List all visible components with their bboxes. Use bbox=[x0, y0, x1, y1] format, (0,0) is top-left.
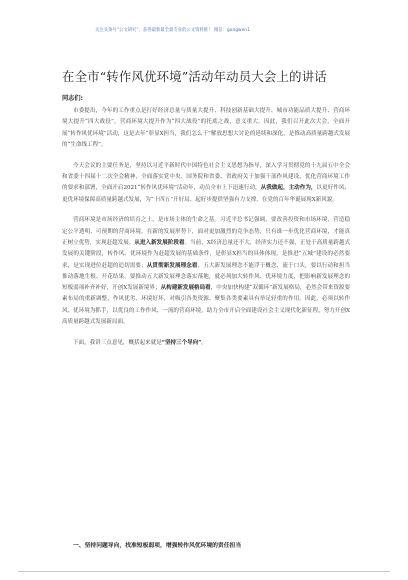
paragraph-4: 下面，我讲三点意见，概括起来就是“坚持三个导向”。 bbox=[73, 339, 207, 346]
page-divider bbox=[18, 571, 390, 572]
page-title: 在全市“转作风优环境”活动年动员大会上的讲话 bbox=[62, 69, 327, 84]
bold-phrase: 从我做起，主动作为， bbox=[260, 185, 317, 192]
document-body bbox=[62, 106, 350, 349]
bold-phrase: “坚持三个导向” bbox=[161, 339, 202, 346]
paragraph-3: 营商环境是市场经济的培育之土，是市场主体的生命之基。习近平总书记强调，要改善投资和市场环境，营造稳定公平透明、可预期的营商环境。在新的发展形势下，面对更加激烈的竞争态势，只有谁一步优化营商环境，才能真正树立优势，实现赶超发展。从进入新发展阶段看。当前，X经济总量还不大，经济实力还不强，正处于高质量跨越式发展的关键阶段，转作风、优环境作为赶超发展的基础条件，是彰显X担当的具体体现，是推进“五城”建设的必然要求，是实现进位赶超的追切需要；从贯彻新发展理念看，五大新发展理念不能浮于概念，流于口头，要以行动和担当推动落地生根、开花结果。要推动五大新发展理念落实落地，就必须加大转作风、优环境力度，把影响新发展理念的短板弱项补齐补好，开创X发展新境界；从构建新发展格局看，中央加快构建“双循环”新发展格局，必然会带来资源要素布局的重新调整，作风优劣、环境好坏，对吸引各类资源、聚集各类要素具有举足轻重的作用。因此，必须以转作风、优环境为抓手，以优良的工作作风、一流的营商环境，助力全市开启全面建设社会主义现代化新征程，努力开创X高质量跨越式发展新局面。 bbox=[62, 217, 351, 326]
bold-phrase: 从进入新发展阶段看 bbox=[134, 239, 185, 246]
bold-phrase: 从构建新发展格局看 bbox=[160, 285, 211, 292]
salutation: 同志们: bbox=[62, 95, 84, 102]
header-banner: 关注头条号“公文研究”，获得最新最全最专业的公文资料推！ 微信：gongwen1 bbox=[95, 28, 250, 33]
bold-phrase: 从贯彻新发展理念看 bbox=[146, 262, 198, 269]
paragraph-2: 今天会议的主要任务是，坚持以习近平新时代中国特色社会主义思想为指导，深入学习贯彻党的十九届五中全会和省委十四届十二次全会精神，全面落实党中央、国务院和省委、省政府关于加强干部作风建设、优化营商环境工作的要求和部署，全面开启2021“转作风优环境”活动年，动员全市上下迅速行动，从我做起，主动作为，以更好作风、更优环境保障高质量跨越式发展，为“十四五”开好局、起好步提供坚强有力支撑，在党的百年华诞展现X新风貌。 bbox=[62, 162, 351, 203]
paragraph-1: 市委提出，今年的工作重点是打好经济总量与质量大提升、科技创新基础大提升、城市功能品质大提升、营商环境大提升“四大战役”，营商环境大提升作为“四大战役”的托底之战，意义重大。因此，我们召开此次大会，全面开展“转作风优环境”活动，这是去年“彰显X担当，我们怎么干”解放思想大讨论的延续和深化，是推动高质量跨越式发展的“生命线工程”。 bbox=[62, 108, 350, 148]
section-heading-1: 一、坚持问题导向，找准短板弱项，增强转作风优环境的责任担当 bbox=[73, 543, 242, 549]
